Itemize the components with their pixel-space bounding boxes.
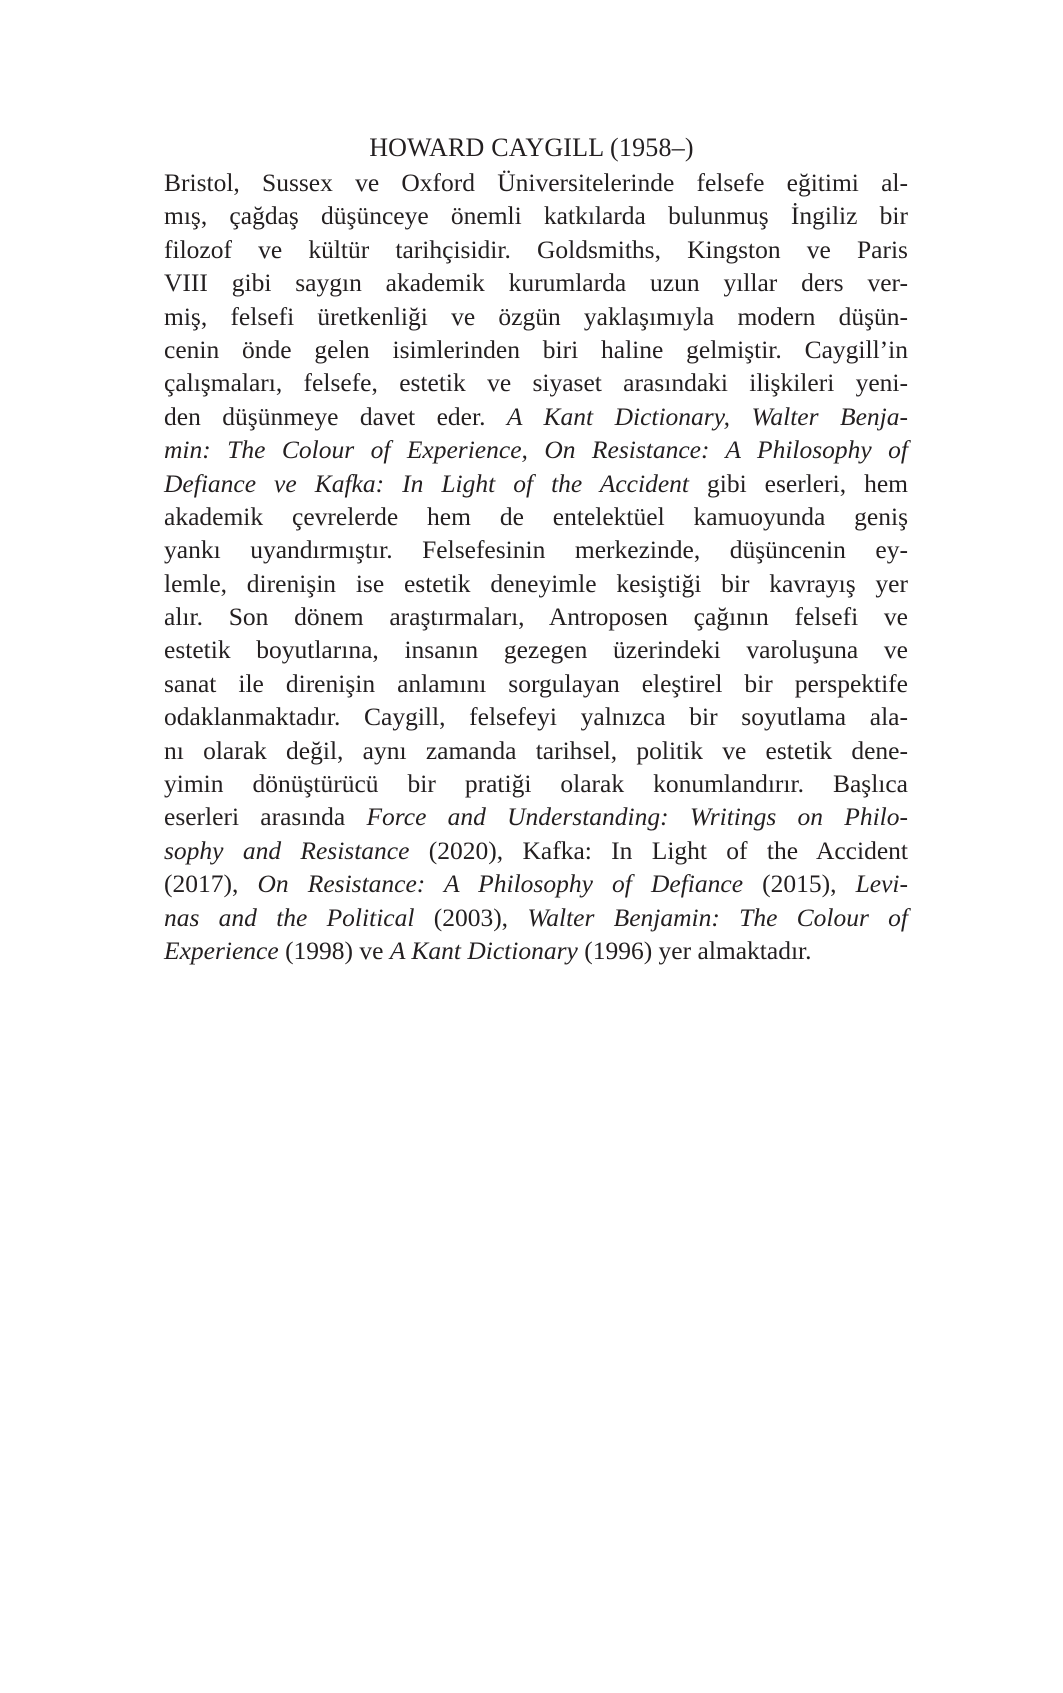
text-line xyxy=(164,800,908,833)
text-line xyxy=(164,834,908,867)
text-segment: gibi eserleri, hem xyxy=(688,468,908,498)
book-title: On Resistance: A Philosophy of Defiance xyxy=(257,869,744,899)
text-segment: lemle, direnişin ise estetik deneyimle kesiştiği bir kavrayış yer xyxy=(164,568,908,598)
text-line xyxy=(164,567,908,600)
text-line xyxy=(164,901,908,934)
book-title: sophy and Resistance xyxy=(164,835,410,865)
text-segment: den düşünmeye davet eder. xyxy=(164,401,507,431)
text-segment: odaklanmaktadır. Caygill, felsefeyi yalnızca bir soyutlama ala- xyxy=(164,702,908,732)
text-line xyxy=(164,533,908,566)
author-heading: HOWARD CAYGILL (1958–) xyxy=(369,133,694,162)
text-line xyxy=(164,233,908,266)
text-segment: (2020), Kafka: In Light of the Accident xyxy=(409,835,908,865)
text-line xyxy=(164,366,908,399)
text-line xyxy=(164,734,908,767)
text-line xyxy=(164,199,908,232)
text-segment: nı olarak değil, aynı zamanda tarihsel, politik ve estetik dene- xyxy=(164,735,908,765)
book-title: Walter Benjamin: The Colour of xyxy=(527,902,909,932)
book-title: Levi- xyxy=(855,869,909,899)
text-line xyxy=(164,667,908,700)
text-line xyxy=(164,934,908,967)
book-title: Experience xyxy=(164,935,279,965)
text-segment: mış, çağdaş düşünceye önemli katkılarda bulunmuş İngiliz bir xyxy=(164,201,908,231)
text-line xyxy=(164,633,908,666)
text-line xyxy=(164,333,908,366)
text-segment: cenin önde gelen isimlerinden biri haline gelmiştir. Caygill’in xyxy=(164,334,908,364)
text-segment: (2015), xyxy=(743,869,856,899)
text-line xyxy=(164,266,908,299)
text-line xyxy=(164,600,908,633)
text-segment: eserleri arasında xyxy=(164,802,367,832)
book-title: Defiance ve Kafka: In Light of the Accident xyxy=(164,468,689,498)
text-segment: miş, felsefi üretkenliği ve özgün yaklaşımıyla modern düşün- xyxy=(164,301,908,331)
text-segment: filozof ve kültür tarihçisidir. Goldsmiths, Kingston ve Paris xyxy=(164,234,908,264)
text-segment: (1996) yer almaktadır. xyxy=(577,935,812,965)
text-line xyxy=(164,700,908,733)
text-segment: estetik boyutlarına, insanın gezegen üzerindeki varoluşuna ve xyxy=(164,635,908,665)
author-biography xyxy=(164,166,908,967)
book-title: A Kant Dictionary, Walter Benja- xyxy=(506,401,908,431)
text-segment: akademik çevrelerde hem de entelektüel kamuoyunda geniş xyxy=(164,501,908,531)
book-title: min: The Colour of Experience, On Resistance: A Philosophy of xyxy=(164,435,908,465)
text-line xyxy=(164,400,908,433)
text-line xyxy=(164,166,908,199)
text-line xyxy=(164,300,908,333)
text-segment: (1998) ve xyxy=(278,935,390,965)
text-segment: yimin dönüştürücü bir pratiği olarak konumlandırır. Başlıca xyxy=(164,769,908,799)
text-line xyxy=(164,467,908,500)
text-line xyxy=(164,767,908,800)
text-line xyxy=(164,867,908,900)
text-line xyxy=(164,433,908,466)
text-segment: çalışmaları, felsefe, estetik ve siyaset arasındaki ilişkileri yeni- xyxy=(164,368,908,398)
text-segment: yankı uyandırmıştır. Felsefesinin merkezinde, düşüncenin ey- xyxy=(164,535,908,565)
book-title: Force and Understanding: Writings on Philo- xyxy=(366,802,908,832)
text-segment: VIII gibi saygın akademik kurumlarda uzun yıllar ders ver- xyxy=(164,268,908,298)
text-segment: (2003), xyxy=(414,902,528,932)
text-segment: alır. Son dönem araştırmaları, Antroposen çağının felsefi ve xyxy=(164,602,908,632)
text-segment: sanat ile direnişin anlamını sorgulayan eleştirel bir perspektife xyxy=(164,668,908,698)
book-title: A Kant Dictionary xyxy=(389,935,578,965)
text-line xyxy=(164,500,908,533)
text-segment: (2017), xyxy=(164,869,258,899)
book-title: nas and the Political xyxy=(164,902,415,932)
text-segment: Bristol, Sussex ve Oxford Üniversitelerinde felsefe eğitimi al- xyxy=(164,168,908,197)
